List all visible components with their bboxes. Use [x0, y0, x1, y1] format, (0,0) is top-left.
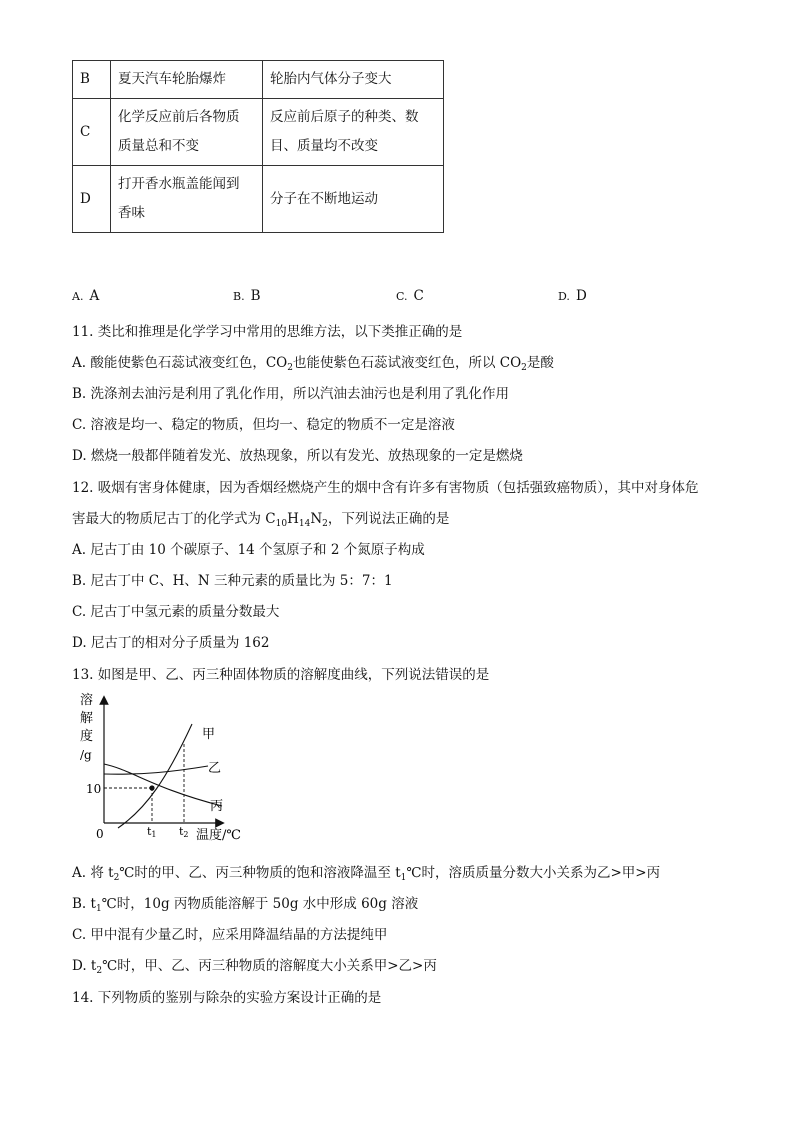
q11-option-c[interactable]: C. 溶液是均一、稳定的物质，但均一、稳定的物质不一定是溶液 — [72, 417, 455, 433]
q13-option-a[interactable]: A. 将 $t_2℃$时的甲、乙、丙三种物质的饱和溶液降温至 $t_1℃$时，溶质质量分数大小关系为乙>甲>丙 — [72, 865, 661, 883]
q14-stem: 14. 下列物质的鉴别与除杂的实验方案设计正确的是 — [72, 990, 382, 1006]
x-tick-label-t1: t1 — [147, 825, 157, 839]
table-row — [73, 99, 444, 166]
series-curve-jia — [118, 724, 192, 828]
table-row — [73, 61, 444, 99]
row-key: D — [73, 166, 111, 233]
origin-label: 0 — [96, 827, 104, 841]
row-phenomenon: 夏天汽车轮胎爆炸 — [111, 61, 263, 99]
q11-option-a[interactable]: A. 酸能使紫色石蕊试液变红色，$CO_2$也能使紫色石蕊试液变红色，所以 $CO_2$是酸 — [72, 355, 554, 373]
row-phenomenon-line: 打开香水瓶盖能闻到 — [118, 176, 240, 192]
series-curve-bing — [104, 764, 222, 806]
y-axis-label-char: /g — [80, 748, 92, 762]
series-label-yi: 乙 — [208, 761, 222, 776]
row-phenomenon — [111, 99, 263, 166]
q12-option-b[interactable]: B. 尼古丁中 C、H、N 三种元素的质量比为 5：7：1 — [72, 573, 393, 589]
option-b[interactable]: B. B — [233, 288, 261, 304]
q13-option-d[interactable]: D. $t_2℃$时，甲、乙、丙三种物质的溶解度大小关系甲>乙>丙 — [72, 958, 437, 976]
row-explanation-line: 目、质量均不改变 — [270, 138, 378, 154]
option-c[interactable]: C. C — [396, 288, 424, 304]
row-explanation: 轮胎内气体分子变大 — [263, 61, 444, 99]
row-explanation-line: 反应前后原子的种类、数 — [270, 109, 419, 125]
x-tick-label-t2: t2 — [179, 825, 189, 839]
series-curve-yi — [104, 766, 208, 774]
q11-option-d[interactable]: D. 燃烧一般都伴随着发光、放热现象，所以有发光、放热现象的一定是燃烧 — [72, 448, 523, 464]
q10-table — [72, 60, 444, 233]
q12-stem-line1: 12. 吸烟有害身体健康，因为香烟经燃烧产生的烟中含有许多有害物质（包括强致癌物质），其中对身体危 — [72, 480, 699, 496]
q12-stem-line2: 害最大的物质尼古丁的化学式为 $C_{10}H_{14}N_2$，下列说法正确的是 — [72, 511, 450, 529]
option-d[interactable]: D. D — [558, 288, 587, 304]
series-label-jia: 甲 — [202, 727, 216, 742]
solubility-chart — [72, 688, 262, 843]
row-phenomenon — [111, 166, 263, 233]
row-phenomenon-line: 香味 — [118, 205, 145, 221]
y-axis-label-char: 解 — [80, 711, 94, 726]
row-explanation — [263, 99, 444, 166]
q13-option-b[interactable]: B. $t_1℃$时，10g 丙物质能溶解于 50g 水中形成 60g 溶液 — [72, 896, 419, 914]
series-label-bing: 丙 — [210, 799, 224, 814]
row-key: B — [73, 61, 111, 99]
row-phenomenon-line: 化学反应前后各物质 — [118, 109, 240, 125]
q12-option-c[interactable]: C. 尼古丁中氢元素的质量分数最大 — [72, 604, 280, 620]
q10-options — [0, 288, 794, 308]
row-explanation: 分子在不断地运动 — [263, 166, 444, 233]
row-key: C — [73, 99, 111, 166]
q13-option-c[interactable]: C. 甲中混有少量乙时，应采用降温结晶的方法提纯甲 — [72, 927, 388, 943]
option-a[interactable]: A. A — [72, 288, 100, 304]
q12-option-d[interactable]: D. 尼古丁的相对分子质量为 162 — [72, 635, 270, 651]
q12-option-a[interactable]: A. 尼古丁由 10 个碳原子、14 个氢原子和 2 个氮原子构成 — [72, 542, 425, 558]
row-phenomenon-line: 质量总和不变 — [118, 138, 199, 154]
table-row — [73, 166, 444, 233]
q11-option-b[interactable]: B. 洗涤剂去油污是利用了乳化作用，所以汽油去油污也是利用了乳化作用 — [72, 386, 510, 402]
y-tick-label: 10 — [86, 782, 102, 796]
q13-stem: 13. 如图是甲、乙、丙三种固体物质的溶解度曲线，下列说法错误的是 — [72, 667, 490, 683]
y-axis-label-char: 溶 — [80, 693, 94, 708]
x-axis-label: 温度/℃ — [196, 828, 241, 843]
q11-stem: 11. 类比和推理是化学学习中常用的思维方法，以下类推正确的是 — [72, 324, 463, 340]
intersection-point — [149, 785, 154, 790]
y-axis-label-char: 度 — [80, 729, 94, 744]
